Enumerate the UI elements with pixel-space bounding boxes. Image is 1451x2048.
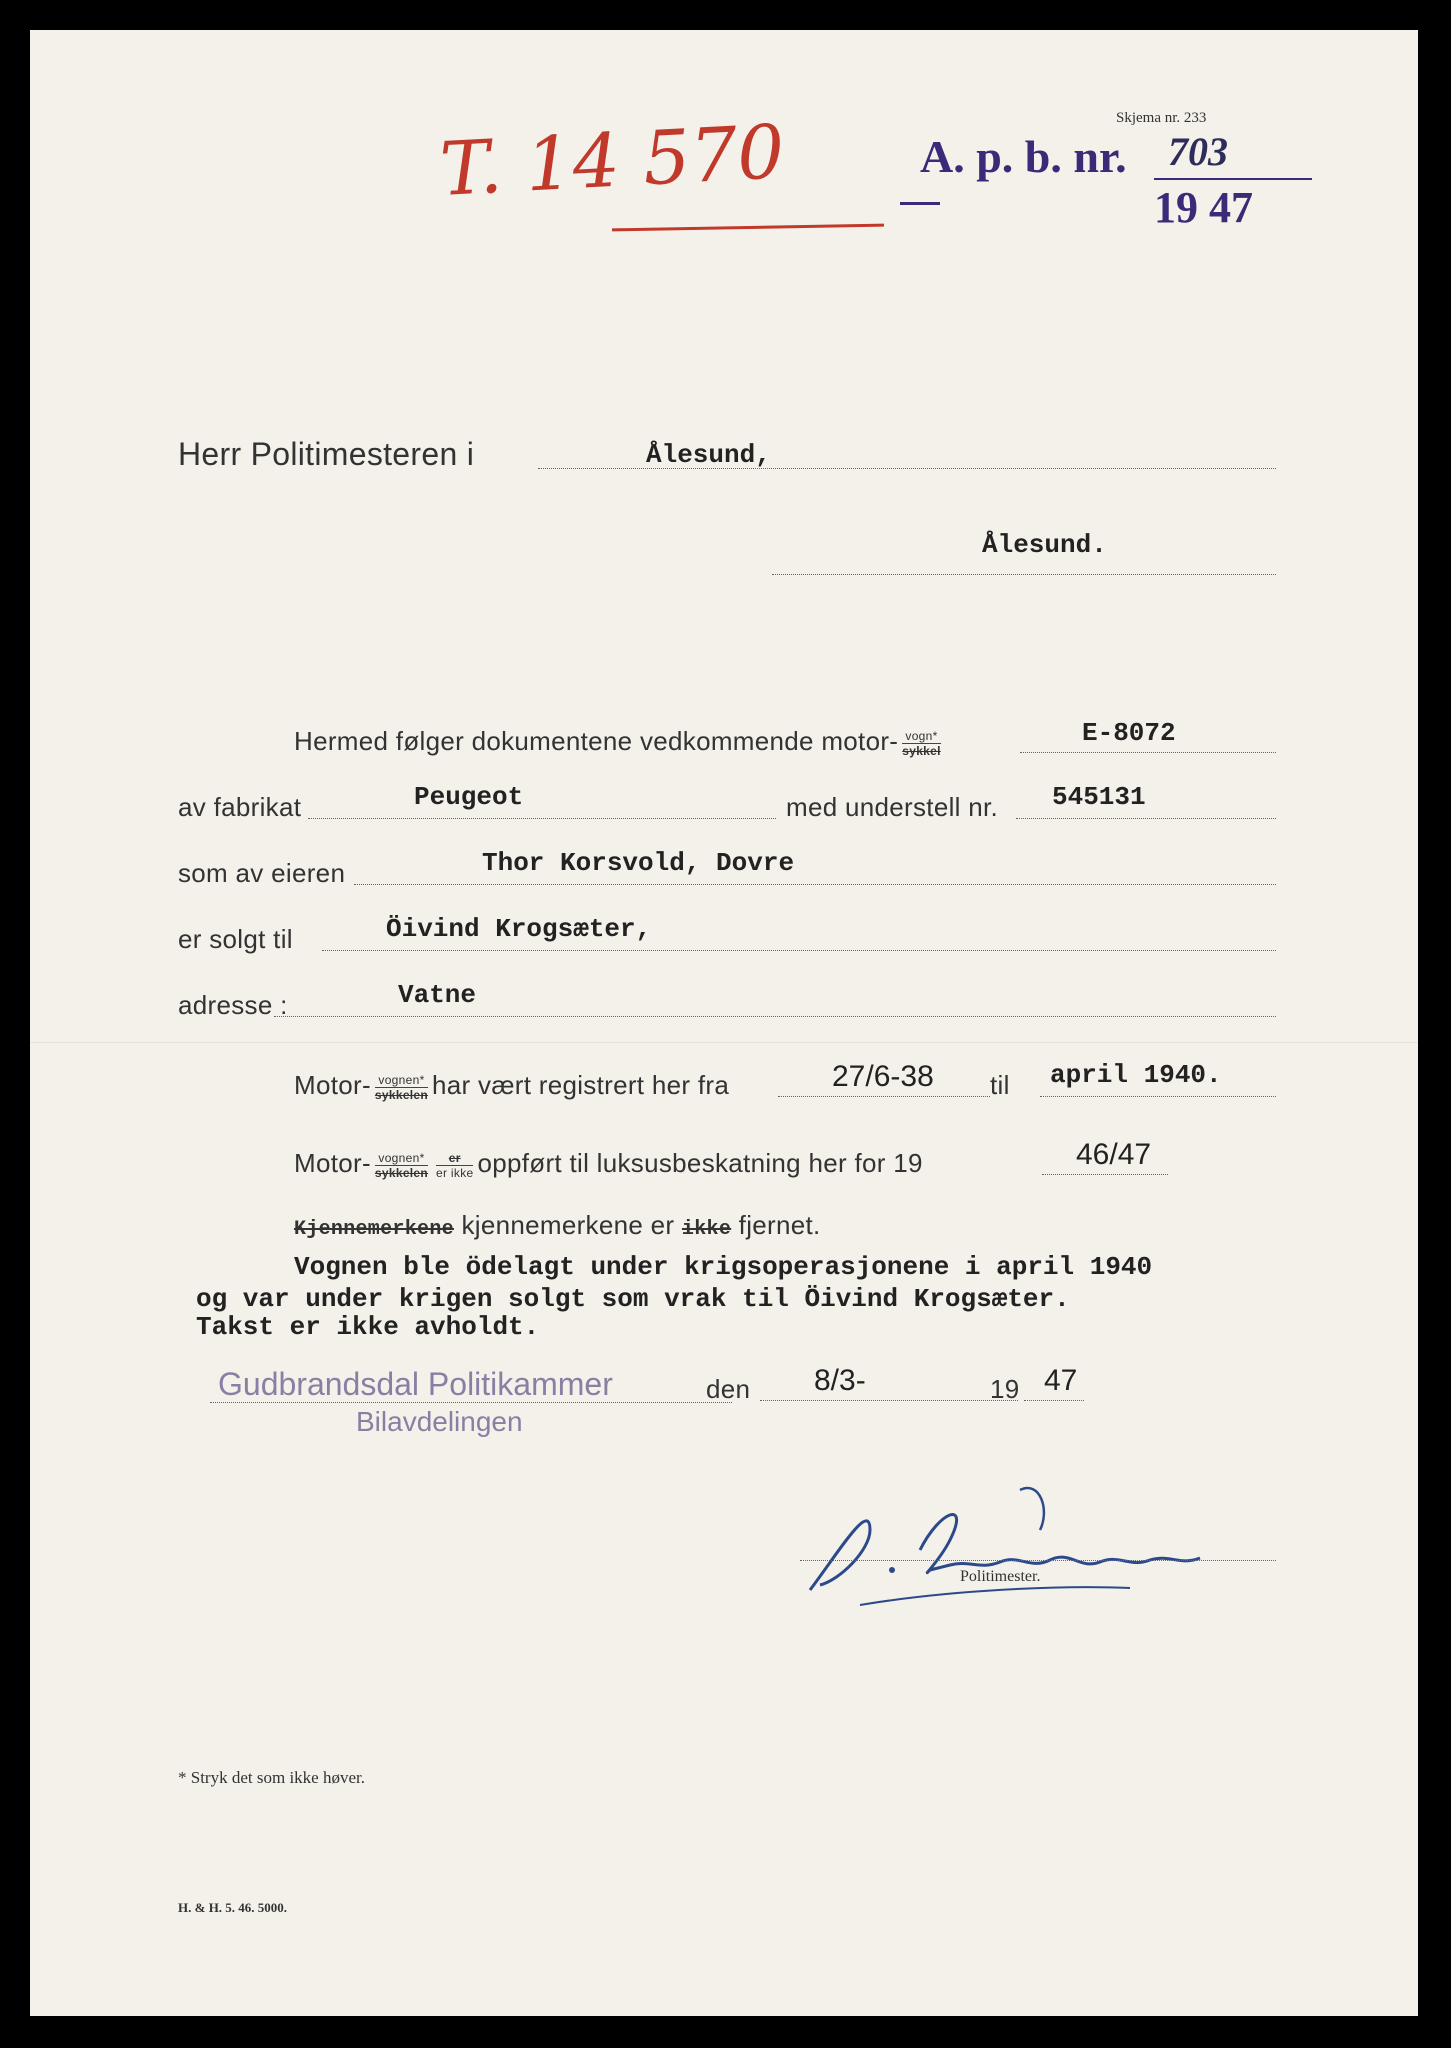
tax-frac-top: vognen* [375, 1151, 428, 1166]
tax-er-top: er [436, 1151, 473, 1166]
owner-value: Thor Korsvold, Dovre [482, 848, 795, 878]
plates-crossed-2: ikke [681, 1218, 732, 1241]
vogn-fraction [902, 729, 941, 758]
printer-mark: H. & H. 5. 46. 5000. [178, 1900, 288, 1915]
salutation: Herr Politimesteren i [178, 436, 475, 472]
intro-text [294, 726, 945, 758]
understell-line [1016, 818, 1276, 819]
reg-number: E-8072 [1082, 718, 1176, 748]
tax-er-bottom: er ikke [436, 1165, 474, 1180]
signature [800, 1470, 1260, 1610]
footnote: * Stryk det som ikke høver. [178, 1768, 365, 1787]
city-value-2: Ålesund. [982, 530, 1107, 560]
til-label: til [990, 1070, 1010, 1100]
address-value: Vatne [398, 980, 477, 1010]
tax-year: 46/47 [1076, 1138, 1152, 1171]
office-stamp-line-2: Bilavdelingen [356, 1406, 523, 1437]
reg-number-line [1020, 752, 1276, 753]
vogn-bottom: sykkel [902, 743, 941, 758]
apb-underline [1154, 178, 1312, 180]
tax-fraction [375, 1151, 428, 1180]
apb-stamp-year: 19 47 [1154, 183, 1253, 232]
year-value: 47 [1044, 1364, 1078, 1397]
registration-fraction [375, 1073, 428, 1102]
registration-text [294, 1070, 729, 1102]
fabrikat-label: av fabrikat [178, 792, 302, 822]
sold-label: er solgt til [178, 924, 293, 954]
tax-label: oppført til luksusbeskatning her for 19 [477, 1148, 923, 1178]
apb-stamp-label: A. p. b. nr. [920, 131, 1127, 182]
apb-stamp-number: 703 [1168, 129, 1228, 174]
sold-value: Öivind Krogsæter, [386, 914, 652, 944]
fabrikat-line [308, 818, 776, 819]
signature-title: Politimester. [960, 1568, 1041, 1585]
year-line [1024, 1400, 1084, 1401]
plates-crossed: Kjennemerkene [294, 1218, 454, 1241]
registration-prefix: Motor- [294, 1070, 371, 1100]
handwritten-archive-number: T. 14 570 [437, 109, 787, 213]
fold-line [30, 1042, 1418, 1043]
plates-text [294, 1210, 821, 1241]
office-stamp-line-1: Gudbrandsdal Politikammer [218, 1366, 613, 1402]
owner-line [354, 884, 1276, 885]
sold-line [322, 950, 1276, 951]
registration-frac-top: vognen* [375, 1073, 428, 1088]
intro-label: Hermed følger dokumentene vedkommende motor- [294, 726, 899, 756]
stamp-line [210, 1402, 732, 1403]
plates-label-2: fjernet. [738, 1210, 821, 1240]
owner-label: som av eieren [178, 858, 346, 888]
date-value: 8/3- [814, 1364, 866, 1397]
tax-frac-bottom: sykkelen [374, 1165, 429, 1180]
registration-frac-bottom: sykkelen [374, 1087, 429, 1102]
tax-text [294, 1148, 923, 1180]
remark-line-2: og var under krigen solgt som vrak til Öivind Krogsæter. [196, 1284, 1070, 1314]
to-line [1040, 1096, 1276, 1097]
registration-to: april 1940. [1050, 1060, 1222, 1090]
understell-label: med understell nr. [786, 792, 999, 822]
red-underline [612, 224, 884, 232]
city-value: Ålesund, [646, 440, 771, 470]
den-label: den [706, 1374, 751, 1404]
understell-value: 545131 [1052, 782, 1146, 812]
form-number: Skjema nr. 233 [1116, 110, 1207, 126]
date-line [760, 1400, 1018, 1401]
registration-label: har vært registrert her fra [432, 1070, 730, 1100]
city-line-2 [772, 574, 1276, 575]
apb-dash [900, 202, 940, 205]
address-line [274, 1016, 1276, 1017]
tax-er-fraction [436, 1151, 473, 1180]
registration-from: 27/6-38 [832, 1060, 934, 1093]
vogn-top: vogn* [902, 729, 941, 744]
remark-line-1: Vognen ble ödelagt under krigsoperasjonene i april 1940 [294, 1252, 1153, 1282]
fabrikat-value: Peugeot [414, 782, 524, 812]
signature-line [800, 1560, 1276, 1561]
address-label: adresse : [178, 990, 288, 1020]
year-prefix: 19 [990, 1374, 1020, 1404]
tax-prefix: Motor- [294, 1148, 371, 1178]
remark-line-3: Takst er ikke avholdt. [196, 1312, 540, 1342]
document-page [30, 30, 1418, 2016]
tax-year-line [1042, 1174, 1168, 1175]
plates-label: kjennemerkene er [461, 1210, 675, 1240]
from-line [778, 1096, 990, 1097]
